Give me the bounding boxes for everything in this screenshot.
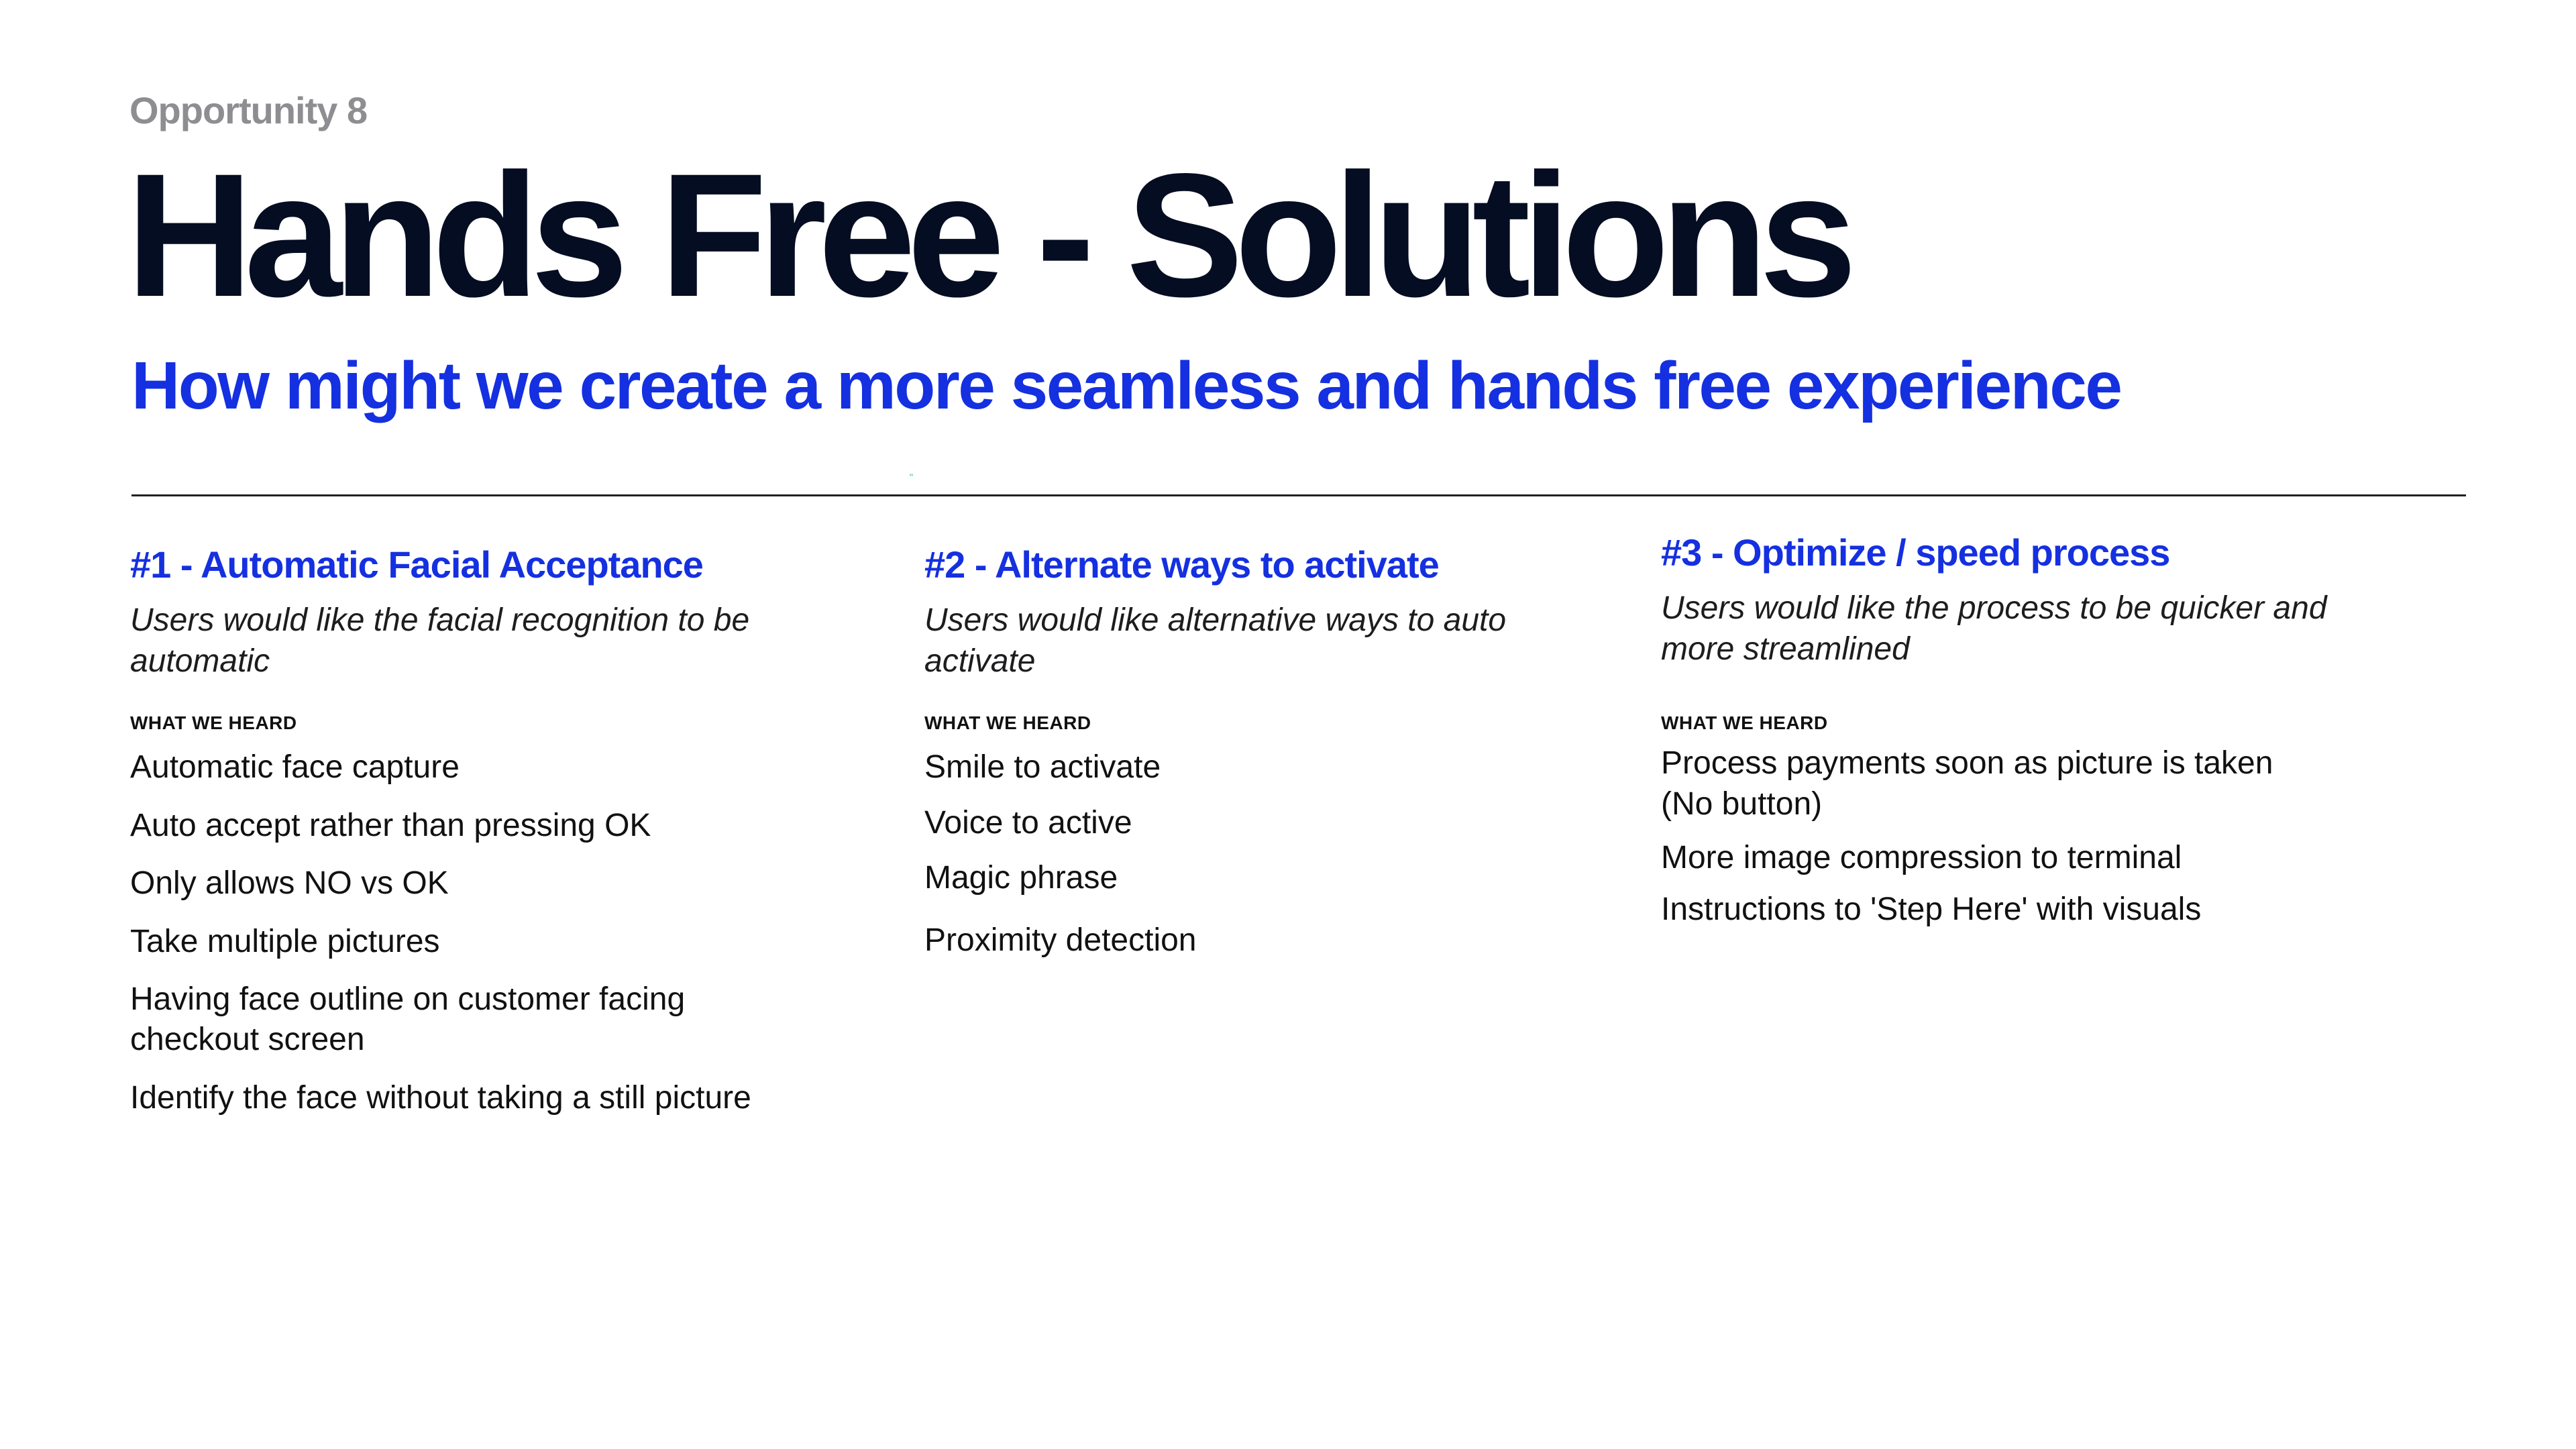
- list-item: Auto accept rather than pressing OK: [130, 807, 651, 843]
- solution-description: Users would like the facial recognition to be automatic: [130, 602, 750, 679]
- list-item: Take multiple pictures: [130, 923, 440, 959]
- solution-heading: #2 - Alternate ways to activate: [924, 543, 1439, 586]
- list-item: Only allows NO vs OK: [130, 865, 449, 902]
- solution-description: Users would like alternative ways to auto activate: [924, 602, 1507, 679]
- page-title: Hands Free - Solutions: [126, 137, 1849, 333]
- solution-column-1: [130, 542, 801, 1136]
- list-item: Magic phrase: [924, 860, 1118, 896]
- solution-column-2: [924, 542, 1595, 978]
- list-item: Process payments soon as picture is taken (No button): [1661, 745, 2273, 822]
- heard-list: [1661, 743, 2332, 930]
- list-item: Smile to activate: [924, 749, 1161, 786]
- what-we-heard-label: WHAT WE HEARD: [1661, 712, 1828, 734]
- heard-list: [924, 747, 1595, 961]
- divider-line: [131, 494, 2466, 496]
- list-item: Voice to active: [924, 804, 1132, 841]
- heard-list: [130, 747, 801, 1118]
- solution-heading: #1 - Automatic Facial Acceptance: [130, 543, 703, 586]
- list-item: More image compression to terminal: [1661, 840, 2182, 876]
- opportunity-label: Opportunity 8: [129, 89, 368, 131]
- list-item: Identify the face without taking a still picture: [130, 1079, 751, 1116]
- list-item: Proximity detection: [924, 922, 1197, 958]
- what-we-heard-label: WHAT WE HEARD: [924, 712, 1091, 734]
- what-we-heard-label: WHAT WE HEARD: [130, 712, 297, 734]
- list-item: Having face outline on customer facing checkout screen: [130, 981, 686, 1058]
- solution-description: Users would like the process to be quicker and more streamlined: [1661, 590, 2327, 667]
- list-item: Instructions to 'Step Here' with visuals: [1661, 891, 2202, 927]
- page-subtitle: How might we create a more seamless and hands free experience: [131, 348, 2121, 423]
- solution-column-3: [1661, 530, 2332, 947]
- solution-heading: #3 - Optimize / speed process: [1661, 531, 2170, 574]
- stray-mark: ": [910, 472, 913, 482]
- list-item: Automatic face capture: [130, 749, 460, 786]
